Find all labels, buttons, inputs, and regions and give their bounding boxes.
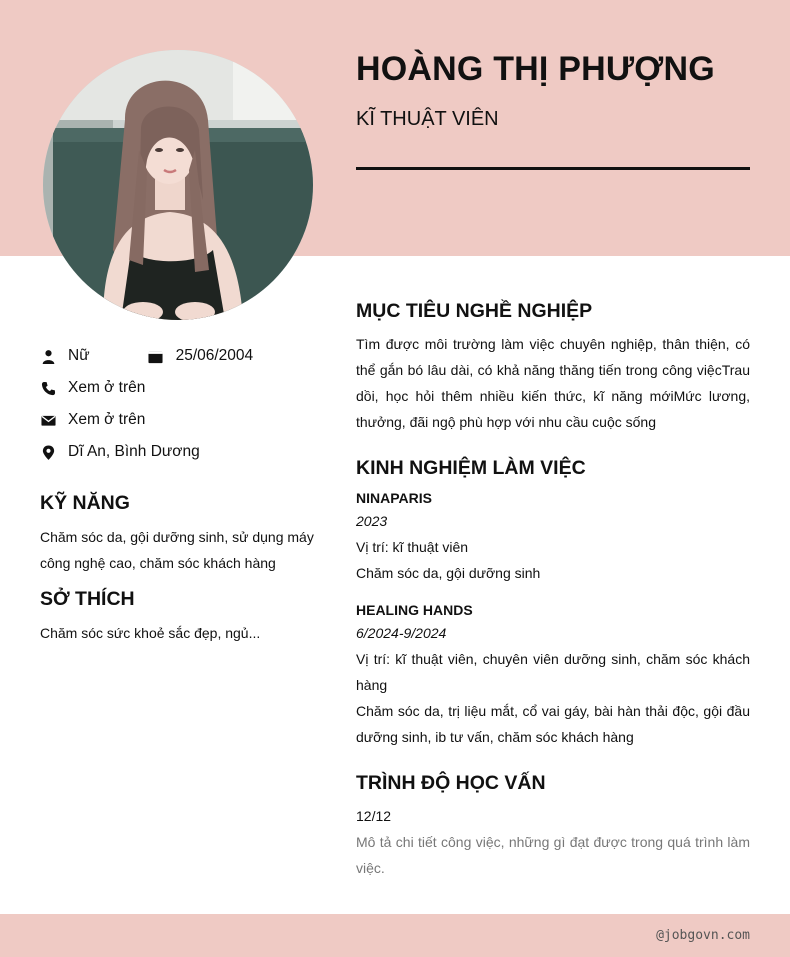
experience-company: NINAPARIS xyxy=(356,490,432,506)
birthday-item xyxy=(148,347,254,365)
title-divider xyxy=(356,167,750,170)
experience-period: 2023 xyxy=(356,513,388,529)
hobbies-text: Chăm sóc sức khoẻ sắc đẹp, ngủ... xyxy=(40,625,261,641)
envelope-icon xyxy=(40,412,56,428)
gender-item xyxy=(40,347,90,365)
experience-item xyxy=(356,600,750,750)
experience-heading: KINH NGHIỆM LÀM VIỆC xyxy=(356,457,586,479)
map-pin-icon xyxy=(40,444,56,460)
hobbies-heading: SỞ THÍCH xyxy=(40,588,135,610)
phone-icon xyxy=(40,380,56,396)
watermark-text: @jobgovn.com xyxy=(656,928,750,943)
skills-text: Chăm sóc da, gội dưỡng sinh, sử dụng máy công nghệ cao, chăm sóc khách hàng xyxy=(40,529,314,571)
skills-heading: KỸ NĂNG xyxy=(40,492,130,514)
objective-heading: MỤC TIÊU NGHỀ NGHIỆP xyxy=(356,300,593,322)
profile-photo xyxy=(43,50,313,320)
phone-row xyxy=(40,372,320,404)
birthday-value: 25/06/2004 xyxy=(175,347,254,364)
gender-birthday-row xyxy=(40,340,320,372)
education-level: 12/12 xyxy=(356,808,392,824)
phone-value: Xem ở trên xyxy=(68,379,146,396)
experience-position: Vị trí: kĩ thuật viên, chuyên viên dưỡng sinh, chăm sóc khách hàng xyxy=(356,651,750,693)
footer-band xyxy=(0,914,790,957)
profile-photo-illustration xyxy=(43,50,313,320)
address-value: Dĩ An, Bình Dương xyxy=(68,443,200,460)
left-column xyxy=(40,340,320,646)
calendar-icon xyxy=(148,348,164,364)
address-row xyxy=(40,436,320,468)
objective-text: Tìm được môi trường làm việc chuyên nghiệp, thân thiện, có thể gắn bó lâu dài, có khả năng thăng tiến trong công việcTrau dồi, học hỏi thêm nhiều kiến thức, kĩ năng mớiMức lương, thưởng, đãi ngộ phù hợp với nhu cầu cuộc sống xyxy=(356,336,750,430)
education-heading: TRÌNH ĐỘ HỌC VẤN xyxy=(356,772,546,794)
gender-value: Nữ xyxy=(68,347,90,364)
experience-description: Chăm sóc da, trị liệu mắt, cổ vai gáy, bài hàn thải độc, gội đầu dưỡng sinh, ib tư vấn, chăm sóc khách hàng xyxy=(356,703,750,745)
education-description: Mô tả chi tiết công việc, những gì đạt được trong quá trình làm việc. xyxy=(356,834,750,876)
person-icon xyxy=(40,348,56,364)
email-value: Xem ở trên xyxy=(68,411,146,428)
job-title: KĨ THUẬT VIÊN xyxy=(356,108,499,130)
right-column xyxy=(356,300,750,881)
experience-position: Vị trí: kĩ thuật viên xyxy=(356,539,469,555)
experience-period: 6/2024-9/2024 xyxy=(356,625,447,641)
candidate-name: HOÀNG THỊ PHƯỢNG xyxy=(356,50,715,88)
experience-item xyxy=(356,488,750,586)
experience-description: Chăm sóc da, gội dưỡng sinh xyxy=(356,565,541,581)
experience-company: HEALING HANDS xyxy=(356,602,473,618)
email-row xyxy=(40,404,320,436)
